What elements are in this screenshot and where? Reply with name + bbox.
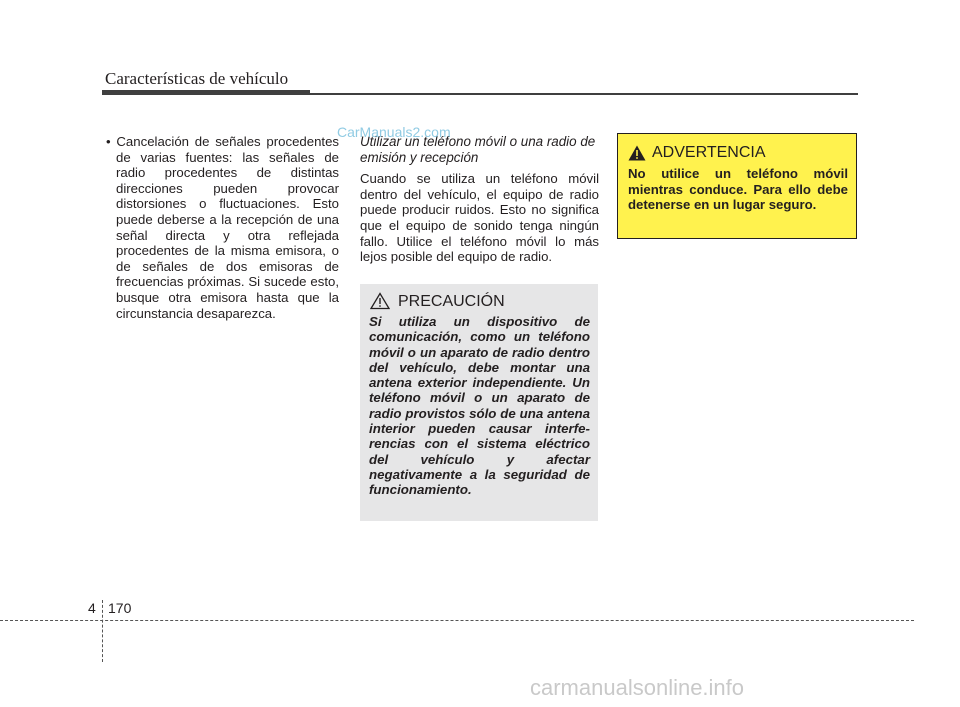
warning-text: No utilice un teléfono móvil mientras conduce. Para ello debe detenerse en un lugar seguro. [628, 166, 848, 212]
middle-column [360, 134, 599, 265]
caution-title: PRECAUCIÓN [398, 293, 505, 310]
footer-divider [102, 600, 103, 662]
header-rule-thick [102, 90, 310, 95]
section-title: Características de vehículo [105, 69, 289, 88]
chapter-number: 4 [88, 600, 96, 616]
watermark-bottom: carmanualsonline.info [530, 675, 745, 700]
subsection-heading: Utilizar un teléfono móvil o una radio de emisión y recepción [360, 134, 596, 165]
header-rule-thin [310, 93, 858, 95]
footer-rule [0, 620, 914, 621]
left-column [104, 134, 339, 321]
warning-title: ADVERTENCIA [652, 144, 766, 161]
watermark-top: CarManuals2.com [337, 124, 451, 140]
bullet-glyph: • [106, 134, 111, 149]
warning-triangle-icon [628, 145, 646, 161]
caution-box [360, 284, 598, 521]
caution-triangle-icon [370, 292, 390, 310]
subsection-body: Cuando se utiliza un teléfono móvil dentro del vehículo, el equipo de radio puede producir ruidos. Esto no significa que el equipo de sonido tenga ningún fallo. Utilice el teléfono móvil lo más lejos posible del equipo de radio. [360, 171, 599, 265]
page-number: 170 [108, 600, 132, 616]
caution-text: Si utiliza un dispositivo de comunicación, como un teléfono móvil o un aparato de radio dentro del vehículo, debe montar una antena exterior independiente. Un teléfono móvil o un aparato de radio provistos sólo de una antena interior pueden causar interfe-rencias con el sistema eléctrico del vehículo y afectar negativamente a la seguridad de funcionamiento. [369, 314, 590, 498]
bullet-item [104, 134, 339, 321]
warning-box [617, 133, 857, 239]
bullet-text: Cancelación de señales procedentes de varias fuentes: las señales de radio procedentes de distintas direcciones pueden provocar distorsiones o fluctuaciones. Esto puede deberse a la recepción de una señal directa y otra reflejada procedentes de la misma emisora, o de señales de dos emisoras de frecuencias próximas. Si sucede esto, busque otra emisora hasta que la circunstancia desaparezca. [116, 134, 339, 321]
